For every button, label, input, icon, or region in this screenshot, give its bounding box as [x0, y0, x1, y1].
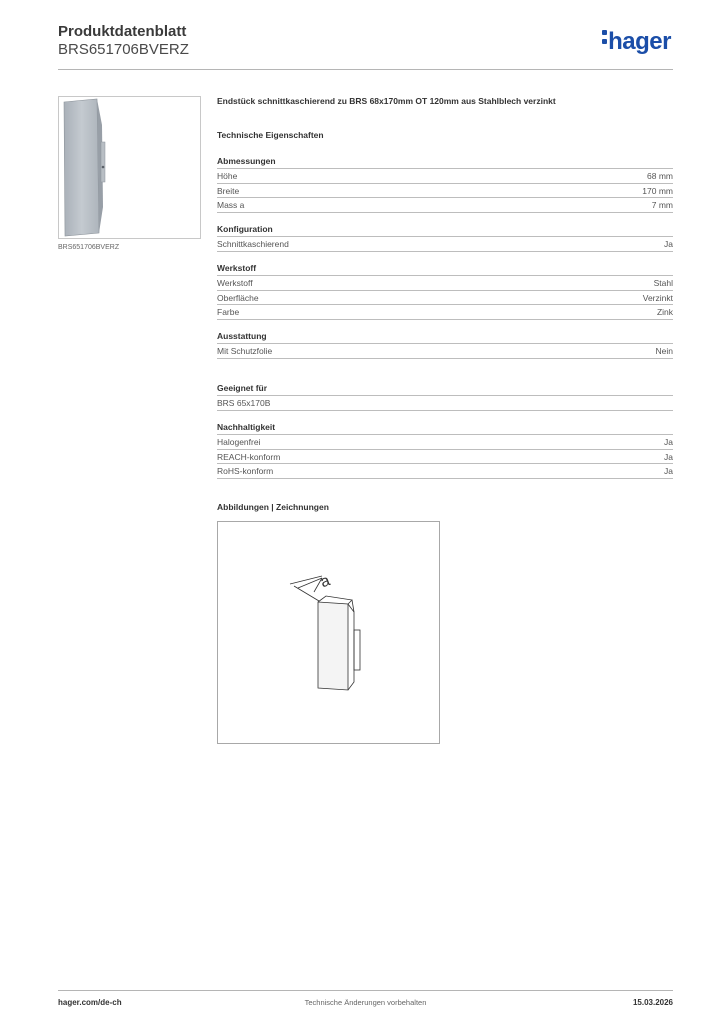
property-row: Halogenfrei Ja — [217, 435, 673, 450]
end-cap-drawing-icon — [218, 522, 439, 743]
group-title: Werkstoff — [217, 263, 673, 276]
logo-text: hager — [608, 28, 671, 55]
page-footer — [58, 990, 673, 1010]
group-nachhaltigkeit — [217, 422, 673, 479]
drawings-heading: Abbildungen | Zeichnungen — [217, 502, 329, 512]
dimension-label-a: a — [318, 572, 333, 592]
property-row: BRS 65x170B — [217, 396, 673, 411]
group-konfiguration — [217, 224, 673, 252]
technical-drawing — [217, 521, 440, 744]
hager-logo — [602, 28, 671, 54]
main-content — [217, 96, 673, 140]
property-row: Schnittkaschierend Ja — [217, 237, 673, 252]
property-row: RoHS-konform Ja — [217, 464, 673, 479]
group-title: Ausstattung — [217, 331, 673, 344]
product-description: Endstück schnittkaschierend zu BRS 68x170mm OT 120mm aus Stahlblech verzinkt — [217, 96, 556, 106]
group-title: Nachhaltigkeit — [217, 422, 673, 435]
document-subtitle: BRS651706BVERZ — [58, 41, 189, 58]
end-cap-photo-icon — [59, 97, 200, 238]
property-row: Werkstoff Stahl — [217, 276, 673, 291]
property-row: Höhe 68 mm — [217, 169, 673, 184]
footer-notice: Technische Änderungen vorbehalten — [304, 998, 427, 1007]
group-werkstoff — [217, 263, 673, 320]
footer-website-link[interactable]: hager.com/de-ch — [58, 998, 122, 1007]
page-header — [58, 22, 673, 70]
technical-properties-heading: Technische Eigenschaften — [217, 130, 324, 140]
footer-date: 15.03.2026 — [632, 998, 673, 1007]
property-row: Mass a 7 mm — [217, 198, 673, 213]
group-title: Abmessungen — [217, 156, 673, 169]
group-title: Konfiguration — [217, 224, 673, 237]
property-row: Farbe Zink — [217, 305, 673, 320]
property-row: Breite 170 mm — [217, 184, 673, 199]
group-ausstattung — [217, 331, 673, 359]
product-image-caption: BRS651706BVERZ — [58, 244, 120, 251]
product-image — [58, 96, 201, 239]
logo-colon-icon — [602, 27, 608, 48]
property-row: Mit Schutzfolie Nein — [217, 344, 673, 359]
group-abmessungen — [217, 156, 673, 213]
property-row: REACH-konform Ja — [217, 450, 673, 465]
group-title: Geeignet für — [217, 383, 673, 396]
group-geeignet-fuer — [217, 383, 673, 411]
property-row: Oberfläche Verzinkt — [217, 291, 673, 306]
document-title: Produktdatenblatt — [58, 23, 187, 40]
